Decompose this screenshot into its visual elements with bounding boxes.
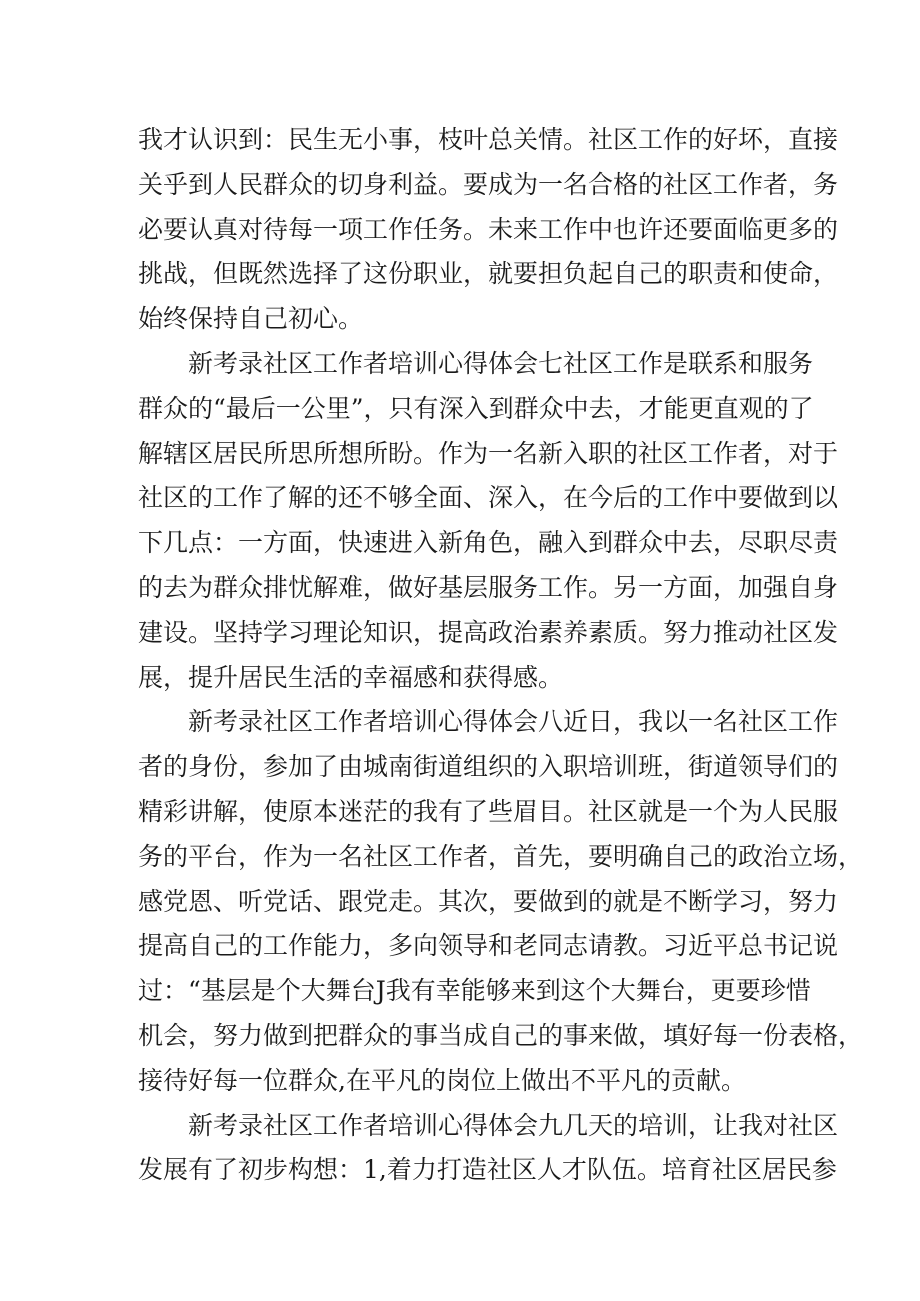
text-line: 者的身份，参加了由城南街道组织的入职培训班，街道领导们的 (138, 752, 839, 782)
text-line: 关乎到人民群众的切身利益。要成为一名合格的社区工作者，务 (138, 169, 839, 199)
text-line: 解辖区居民所思所想所盼。作为一名新入职的社区工作者，对于 (138, 438, 839, 468)
paragraph-first-line: 我才认识到：民生无小事，枝叶总关情。社区工作的好坏，直接 (138, 125, 839, 154)
text-line: 挑战，但既然选择了这份职业，就要担负起自己的职责和使命， (138, 259, 839, 289)
paragraph-first-line: 新考录社区工作者培训心得体会九几天的培训，让我对社区 (188, 1110, 839, 1140)
text-line: 始终保持自己初心。 (138, 304, 364, 334)
text-line: 发展有了初步构想：1,着力打造社区人才队伍。培育社区居民参 (138, 1155, 837, 1185)
text-line: 建设。坚持学习理论知识，提高政治素养素质。努力推动社区发 (138, 617, 839, 647)
text-line: 机会，努力做到把群众的事当成自己的事来做，填好每一份表格， (138, 1020, 864, 1050)
text-line: 精彩讲解，使原本迷茫的我有了些眉目。社区就是一个为人民服 (138, 796, 839, 826)
text-line: 必要认真对待每一项工作任务。未来工作中也许还要面临更多的 (138, 214, 839, 244)
text-line: 感党恩、听党话、跟党走。其次，要做到的就是不断学习，努力 (138, 886, 839, 916)
text-line: 务的平台，作为一名社区工作者，首先，要明确自己的政治立场， (138, 841, 864, 871)
text-line: 社区的工作了解的还不够全面、深入，在今后的工作中要做到以 (138, 483, 839, 513)
text-line: 展，提升居民生活的幸福感和获得感。 (138, 662, 564, 692)
paragraph-first-line: 新考录社区工作者培训心得体会七社区工作是联系和服务 (188, 348, 814, 378)
text-line: 下几点：一方面，快速进入新角色，融入到群众中去，尽职尽责 (138, 528, 839, 558)
text-line: 过：“基层是个大舞台J我有幸能够来到这个大舞台，更要珍惜 (138, 976, 811, 1006)
text-line: 的去为群众排忧解难，做好基层服务工作。另一方面，加强自身 (138, 572, 839, 602)
text-line: 提高自己的工作能力，多向领导和老同志请教。习近平总书记说 (138, 931, 839, 961)
paragraph-first-line: 新考录社区工作者培训心得体会八近日，我以一名社区工作 (188, 707, 839, 737)
text-line: 接待好每一位群众,在平凡的岗位上做出不平凡的贡献。 (138, 1065, 746, 1095)
text-line: 群众的“最后一公里”，只有深入到群众中去，才能更直观的了 (138, 393, 814, 423)
document-body (138, 118, 864, 1193)
